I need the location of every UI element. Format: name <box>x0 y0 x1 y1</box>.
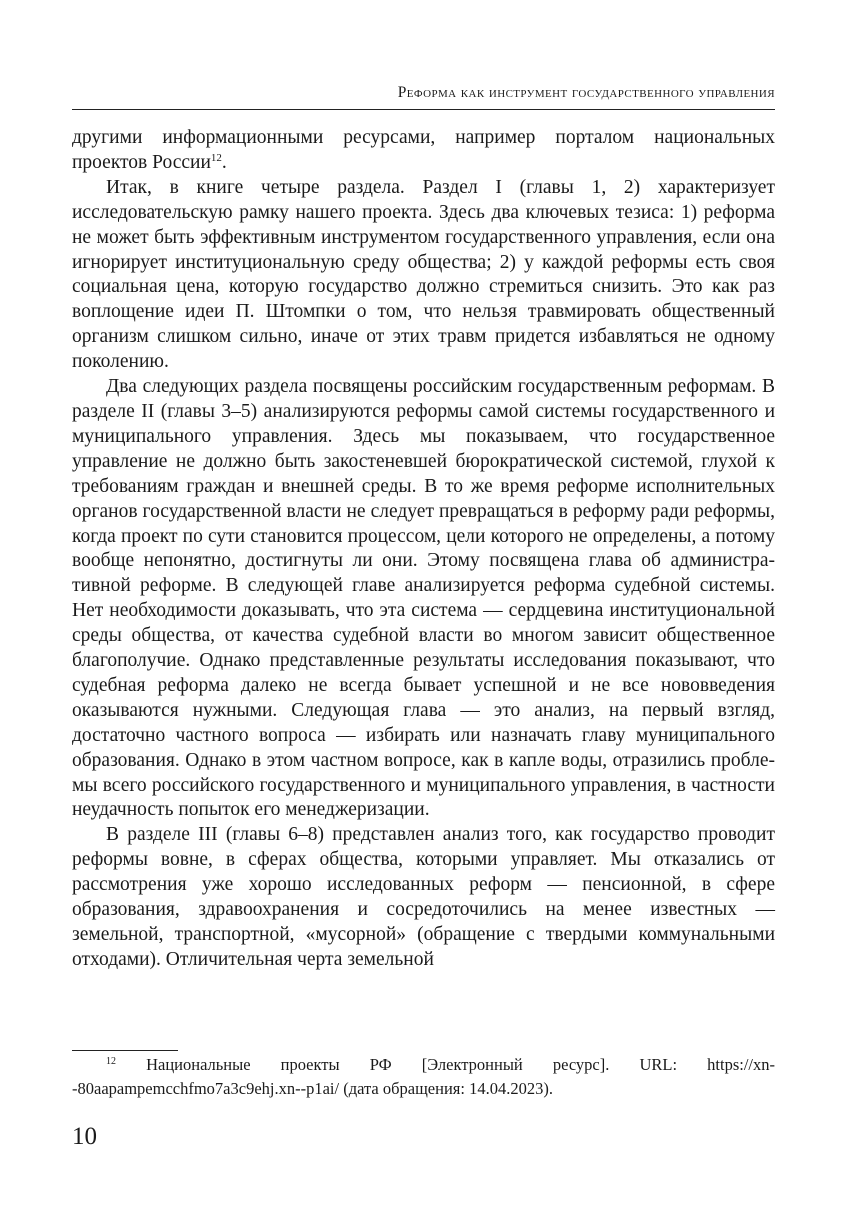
paragraph-2: Итак, в книге четыре раздела. Раздел I (главы 1, 2) характеризует исследовательскую рамку нашего проекта. Здесь два ключевых тезиса: 1) реформа не может быть эффективным инструментом государственного управления, если она игнорирует институциональную среду общества; 2) у каждой реформы есть своя социальная цена, которую государство должно стремиться снизить. Это как раз воплощение идеи П. Штомпки о том, что нельзя травмировать общественный организм слишком сильно, иначе от этих травм придется избавляться не одному поколению. <box>72 176 775 373</box>
footnote-12 <box>72 1053 775 1101</box>
running-header: Реформа как инструмент государственного управления <box>397 84 775 101</box>
body-text <box>72 126 775 973</box>
footnote <box>72 1053 775 1101</box>
paragraph-1-tail: . <box>221 151 227 173</box>
footnote-ref-12: 12 <box>210 151 222 164</box>
footnote-number: 12 <box>106 1056 116 1067</box>
footnote-separator <box>72 1050 178 1051</box>
paragraph-1 <box>72 126 775 176</box>
paragraph-1-text: другими информационными ресурсами, например порталом национальных проектов России <box>72 127 775 173</box>
page-number: 10 <box>72 1123 97 1150</box>
header-rule <box>72 109 775 110</box>
paragraph-3: Два следующих раздела посвящены российским государственным реформам. В разделе II (главы 3–5) анализируются реформы самой системы государственного и муниципального управления. Здесь мы показываем, что государственное управление не должно быть закостеневшей бюрократической системой, глухой к требованиям граждан и внешней среды. В то же время реформе исполнительных органов государственной власти не следует превращаться в реформу ради реформы, когда проект по сути становится процессом, цели которого не определены, а потому вообще непонятно, достигнуты ли они. Этому посвящена глава об административной реформе. В следующей главе анализируется реформа судебной системы. Нет необходимости доказывать, что эта система — сердцевина институциональной среды общества, от качества судебной власти во многом зависит общественное благополучие. Однако представленные результаты исследования показывают, что судебная реформа далеко не всегда бывает успешной и не все нововведения оказываются нужными. Следующая глава — это анализ, на первый взгляд, достаточно частного вопроса — избирать или назначать главу муниципального образования. Однако в этом частном вопросе, как в капле воды, отразились проблемы всего российского государственного и муниципального управления, в частности неудачность попыток его менеджеризации. <box>72 376 775 821</box>
footnote-text: Национальные проекты РФ [Электронный ресурс]. URL: https://xn--80aapampemcchfmo7a3c9ehj.xn--p1ai/ (дата обращения: 14.04.2023). <box>72 1055 775 1098</box>
paragraph-4: В разделе III (главы 6–8) представлен анализ того, как государство проводит реформы вовне, в сферах общества, которыми управляет. Мы отказались от рассмотрения уже хорошо исследованных реформ — пенсионной, в сфере образования, здравоохранения и сосредоточились на менее известных — земельной, транспортной, «мусорной» (обращение с твердыми коммунальными отходами). Отличительная черта земельной <box>72 824 775 970</box>
